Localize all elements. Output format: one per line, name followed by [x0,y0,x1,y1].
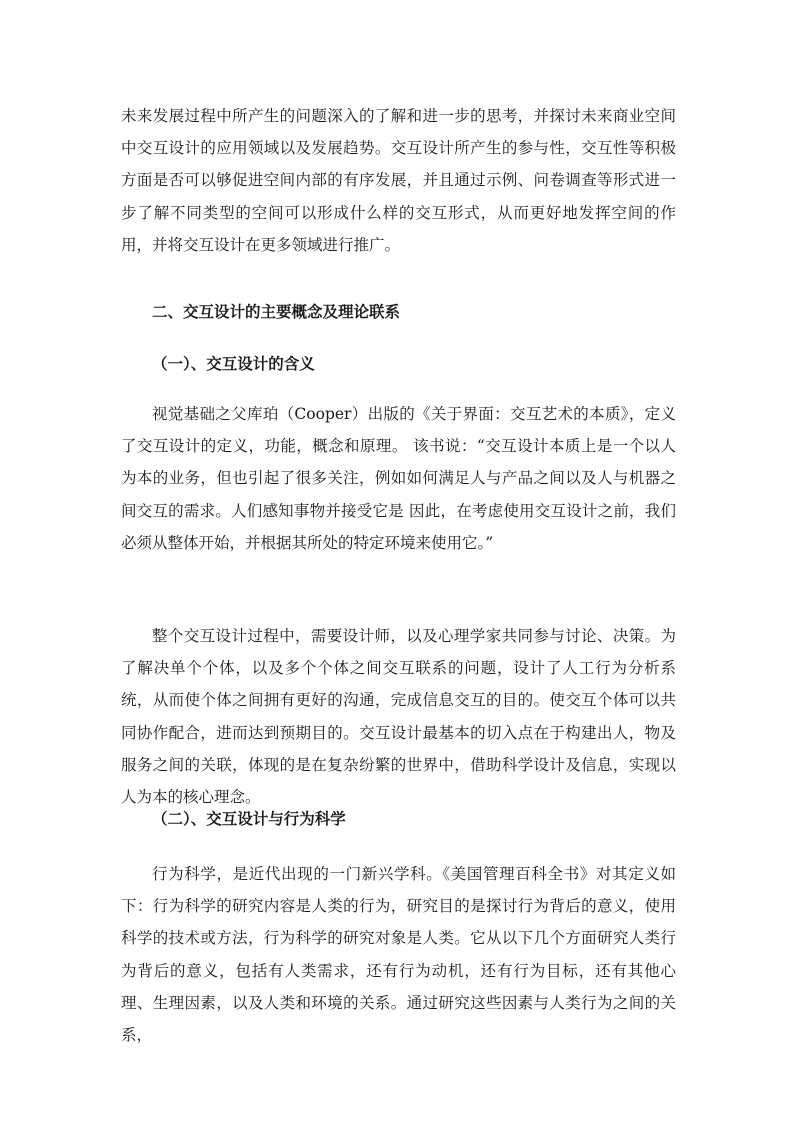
section-heading: 二、交互设计的主要概念及理论联系 [152,303,401,321]
behavior-paragraph: 行为科学，是近代出现的一门新兴学科。《美国管理百科全书》对其定义如下：行为科学的研究内容是人类的行为，研究目的是探讨行为背后的意义，使用科学的技术或方法，行为科学的研究对象是人类。它从以下几个方面研究人类行为背后的意义，包括有人类需求，还有行为动机，还有行为目标，还有其他心理、生理因素，以及人类和环境的关系。通过研究这些因素与人类行为之间的关系， [121,865,676,1045]
intro-paragraph: 未来发展过程中所产生的问题深入的了解和进一步的思考，并探讨未来商业空间中交互设计的应用领域以及发展趋势。交互设计所产生的参与性，交互性等积极方面是否可以够促进空间内部的有序发展，并且通过示例、问卷调查等形式进一步了解不同类型的空间可以形成什么样的交互形式，从而更好地发挥空间的作用，并将交互设计在更多领域进行推广。 [121,107,676,254]
subsection-heading-meaning: （一）、交互设计的含义 [152,355,315,373]
subsection-heading-behavior: （二）、交互设计与行为科学 [152,810,346,828]
process-paragraph: 整个交互设计过程中，需要设计师，以及心理学家共同参与讨论、决策。为了解决单个个体，以及多个个体之间交互联系的问题，设计了人工行为分析系统，从而使个体之间拥有更好的沟通，完成信息交互的目的。使交互个体可以共同协作配合，进而达到预期目的。交互设计最基本的切入点在于构建出人，物及服务之间的关联，体现的是在复杂纷繁的世界中，借助科学设计及信息，实现以人为本的核心理念。 [121,627,676,807]
cooper-paragraph: 视觉基础之父库珀（Cooper）出版的《关于界面：交互艺术的本质》，定义了交互设计的定义，功能，概念和原理。 该书说：“交互设计本质上是一个以人为本的业务，但也引起了很多关注，例如如何满足人与产品之间以及人与机器之间交互的需求。人们感知事物并接受它是 因此，在考虑使用交互设计之前，我们必须从整体开始，并根据其所处的特定环境来使用它。” [121,405,676,552]
